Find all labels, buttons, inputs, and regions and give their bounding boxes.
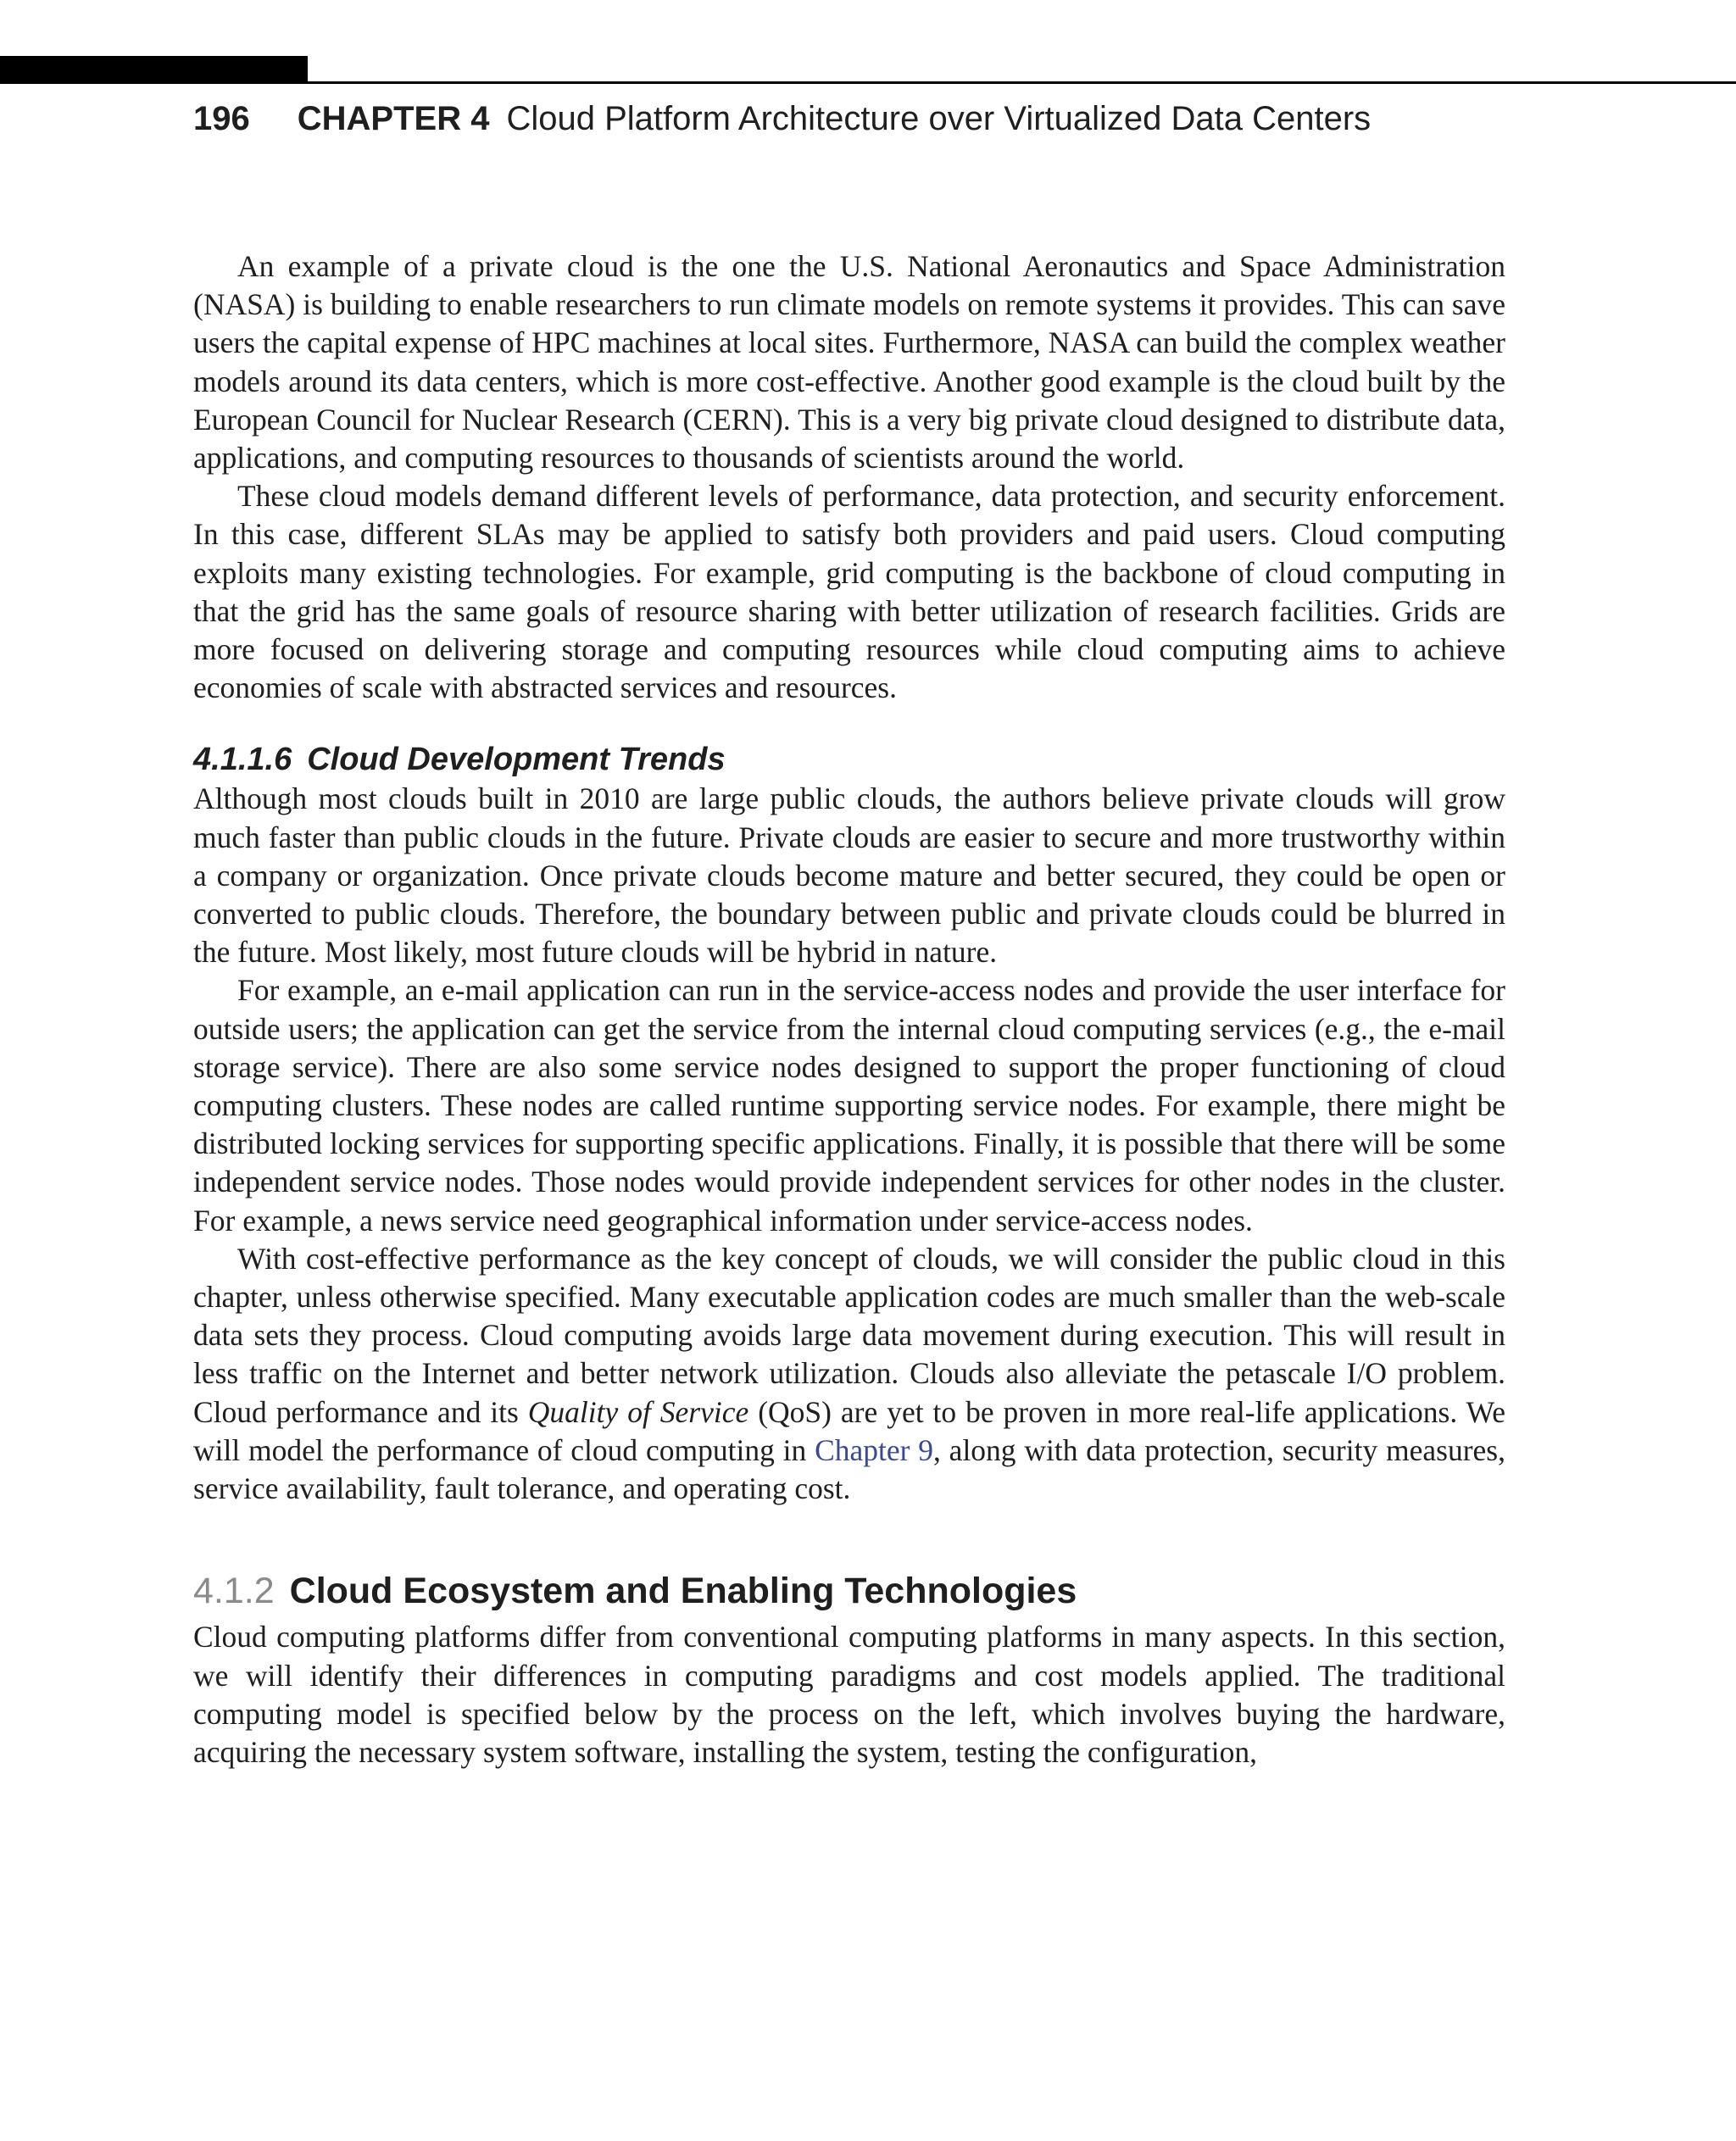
section-title: Cloud Ecosystem and Enabling Technologies	[289, 1571, 1077, 1612]
paragraph-ecosystem-intro: Cloud computing platforms differ from conventional computing platforms in many aspects. In this section, we will identify their differences in computing paradigms and cost models applied. The traditional computing model is specified below by the process on the left, which involves buying the hardware, acquiring the necessary system software, installing the system, testing the configuration,	[193, 1620, 1505, 1769]
paragraph-private-cloud-examples: An example of a private cloud is the one the U.S. National Aeronautics and Space Administration (NASA) is building to enable researchers to run climate models on remote systems it provides. This can save users the capital expense of HPC machines at local sites. Furthermore, NASA can build the complex weather models around its data centers, which is more cost-effective. Another good example is the cloud built by the European Council for Nuclear Research (CERN). This is a very big private cloud designed to distribute data, applications, and computing resources to thousands of scientists around the world.	[193, 249, 1505, 475]
paragraph-cost-effective-performance	[193, 1240, 1505, 1508]
header-black-bar	[0, 56, 308, 84]
chapter-title: Cloud Platform Architecture over Virtualized Data Centers	[506, 100, 1372, 137]
paragraph-email-example: For example, an e-mail application can run in the service-access nodes and provide the user interface for outside users; the application can get the service from the internal cloud computing services (e.g., the e-mail storage service). There are also some service nodes designed to support the proper functioning of cloud computing clusters. These nodes are called runtime supporting service nodes. For example, there might be distributed locking services for supporting specific applications. Finally, it is possible that there will be some independent service nodes. Those nodes would provide independent services for other nodes in the cluster. For example, a news service need geographical information under service-access nodes.	[193, 973, 1505, 1237]
paragraph-cloud-models: These cloud models demand different levels of performance, data protection, and security enforcement. In this case, different SLAs may be applied to satisfy both providers and paid users. Cloud computing exploits many existing technologies. For example, grid computing is the backbone of cloud computing in that the grid has the same goals of resource sharing with better utilization of research facilities. Grids are more focused on delivering storage and computing resources while cloud computing aims to achieve economies of scale with abstracted services and resources.	[193, 479, 1505, 705]
page-body	[193, 247, 1505, 1771]
quality-of-service-term: Quality of Service	[527, 1394, 749, 1429]
paragraph-text: (QoS) are yet to be proven in more real-life applications. We will model the performance of cloud computing in	[193, 1394, 1505, 1467]
running-head	[193, 93, 1371, 144]
section-number: 4.1.2	[193, 1571, 275, 1612]
paragraph-text: , along with data protection, security measures, service availability, fault tolerance, and operating cost.	[193, 1432, 1505, 1506]
page-number: 196	[193, 100, 250, 137]
paragraph-development-trends: Although most clouds built in 2010 are large public clouds, the authors believe private clouds will grow much faster than public clouds in the future. Private clouds are easier to secure and more trustworthy within a company or organization. Once private clouds become mature and better secured, they could be open or converted to public clouds. Therefore, the boundary between public and private clouds could be blurred in the future. Most likely, most future clouds will be hybrid in nature.	[193, 781, 1505, 970]
chapter-9-link[interactable]: Chapter 9	[815, 1432, 933, 1467]
section-heading	[193, 1567, 1505, 1615]
subsection-number: 4.1.1.6	[193, 742, 292, 778]
header-rule	[308, 81, 1736, 84]
subsection-title: Cloud Development Trends	[307, 742, 726, 778]
subsection-heading	[193, 739, 1505, 780]
paragraph-text: With cost-effective performance as the key concept of clouds, we will consider the public cloud in this chapter, unless otherwise specified. Many executable application codes are much smaller than the web-scale data sets they process. Cloud computing avoids large data movement during execution. This will result in less traffic on the Internet and better network utilization. Clouds also alleviate the petascale I/O problem. Cloud performance and its	[193, 1241, 1505, 1429]
chapter-label: CHAPTER 4	[297, 100, 490, 137]
